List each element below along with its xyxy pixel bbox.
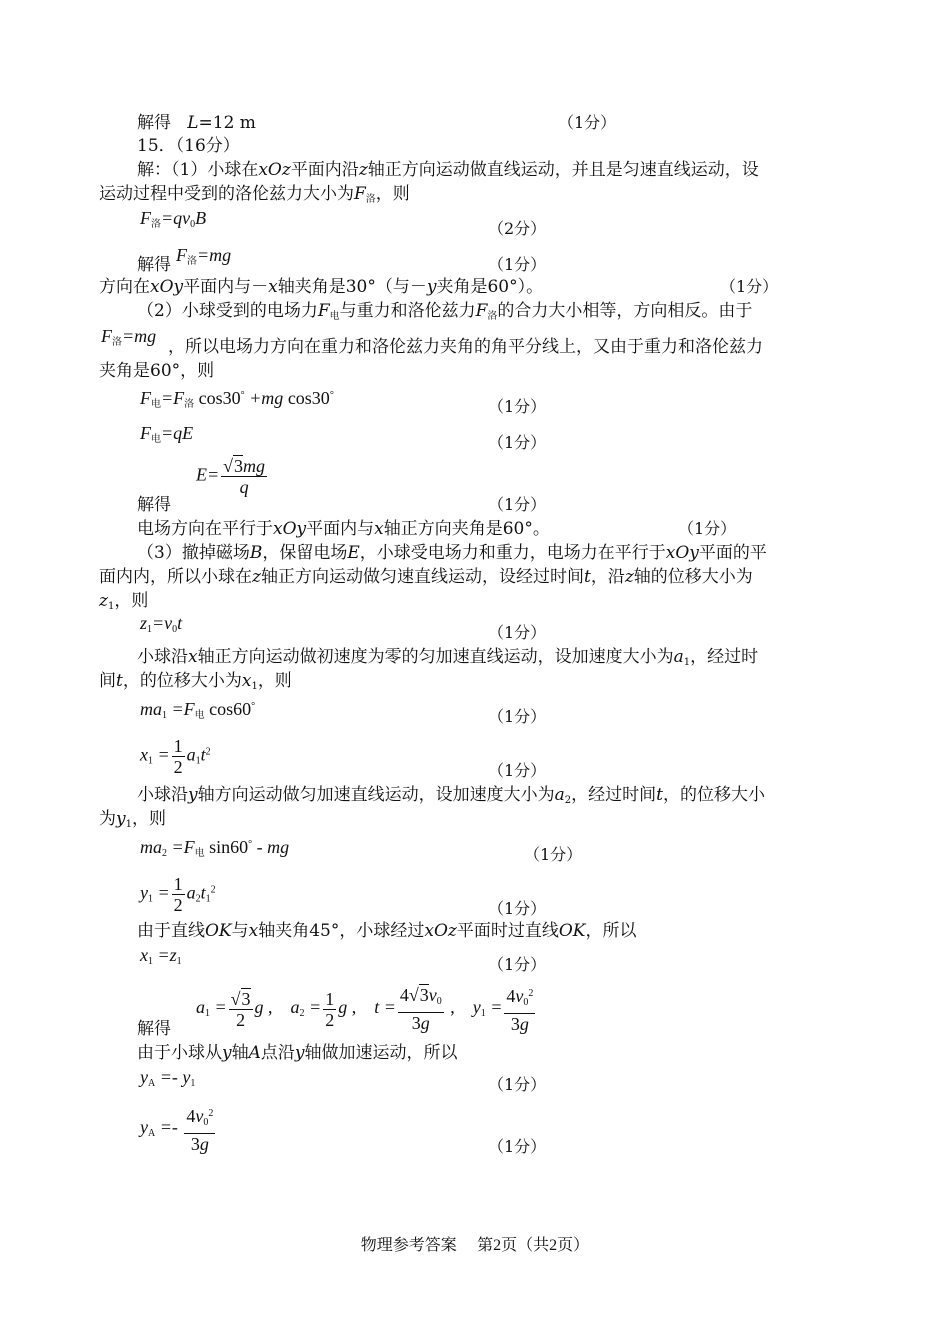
eq-lorentz-equals-mg-2: $F_洛=mg$ <box>101 326 157 348</box>
eq-y-displacement: $y_1$ = $\frac{1}{2}$ $a_2t_1^2$ <box>140 874 216 915</box>
x-motion-text: 小球沿x轴正方向运动做初速度为零的匀加速直线运动，设加速度大小为$a_1$，经过时 <box>137 647 759 668</box>
part3-z1: $z_1$，则 <box>99 591 149 612</box>
eq-yA-neg-y1: $y_A =- y_1$ <box>140 1067 196 1089</box>
part3-intro: （3）撤掉磁场B，保留电场E，小球受电场力和重力，电场力在平行于xOy平面的平 <box>137 543 767 563</box>
score-13: （1分） <box>488 899 547 918</box>
part2-reason: ，所以电场力方向在重力和洛伦兹力夹角的角平分线上，又由于重力和洛伦兹力 <box>168 337 763 357</box>
score-5: （1分） <box>488 397 547 416</box>
score-8: （1分） <box>678 519 737 538</box>
eq-final-results: $a_1$ = $\frac{√3}{2}$ g , $a_2$ = $\frac{1}{2}$ g , t = $\frac{4√3v_0}{3g}$ , $y_1$ = $\frac{4v_0^2}{3g}$ <box>196 985 534 1034</box>
score-7: （1分） <box>488 495 547 514</box>
part1-intro: 解：（1）小球在xOz平面内沿z轴正方向运动做直线运动，并且是匀速直线运动，设 <box>137 160 759 180</box>
solve-label-2: 解得 <box>137 495 171 515</box>
part3-intro-cont: 面内内，所以小球在z轴正方向运动做匀速直线运动，设经过时间t，沿z轴的位移大小为 <box>99 567 753 587</box>
eq-x-displacement: $x_1$ = $\frac{1}{2}$ $a_1t^2$ <box>140 736 211 777</box>
score-15: （1分） <box>488 1075 547 1094</box>
score-9: （1分） <box>488 623 547 642</box>
y-motion-text-cont: 为$y_1$，则 <box>99 809 166 830</box>
eq-z-displacement: $z_1=v_0t$ <box>140 613 183 635</box>
eq-electric-force-qE: $F_电=qE$ <box>140 423 194 445</box>
score-3: （1分） <box>488 255 547 274</box>
part1-intro-cont: 运动过程中受到的洛伦兹力大小为$F_洛$，则 <box>99 184 410 205</box>
score-1: （1分） <box>558 113 617 132</box>
score-6: （1分） <box>488 433 547 452</box>
solve-L-text: 解得 L=12 m <box>137 113 256 133</box>
score-12: （1分） <box>524 845 583 864</box>
line-OK-text: 由于直线OK与x轴夹角45°，小球经过xOz平面时过直线OK，所以 <box>137 921 637 941</box>
point-A-text: 由于小球从y轴A点沿y轴做加速运动，所以 <box>137 1043 458 1063</box>
eq-field-strength: E= $\frac{√3mg}{q}$ <box>196 456 266 497</box>
score-11: （1分） <box>488 761 547 780</box>
score-2: （2分） <box>488 219 547 238</box>
part2-intro: （2）小球受到的电场力$F_电$与重力和洛伦兹力$F_洛$的合力大小相等，方向相反。由于 <box>137 301 753 322</box>
eq-electric-force-balance: $F_电=F_洛$ cos30° +mg cos30° <box>140 388 334 410</box>
eq-lorentz-force: $F_洛=qv_0B$ <box>140 208 207 230</box>
score-10: （1分） <box>488 707 547 726</box>
field-direction-text: 电场方向在平行于xOy平面内与x轴正方向夹角是60°。 <box>137 519 550 539</box>
score-14: （1分） <box>488 955 547 974</box>
part2-angle: 夹角是60°，则 <box>99 361 215 381</box>
solve-label-1: 解得 <box>137 255 171 275</box>
question-15-header: 15．（16分） <box>137 136 240 156</box>
y-motion-text: 小球沿y轴方向运动做匀加速直线运动，设加速度大小为$a_2$，经过时间t，的位移大小 <box>137 785 765 806</box>
direction-text: 方向在xOy平面内与－x轴夹角是30°（与－y夹角是60°）。 <box>99 277 544 297</box>
eq-y-acceleration: $ma_2 =F_电$ sin60° - mg <box>140 837 290 859</box>
score-16: （1分） <box>488 1137 547 1156</box>
eq-yA-final: $y_A$ =- $\frac{4v_0^2}{3g}$ <box>140 1106 214 1154</box>
eq-x-equals-z: $x_1 =z_1$ <box>140 945 182 967</box>
eq-x-acceleration: $ma_1 =F_电$ cos60° <box>140 699 256 721</box>
x-motion-text-cont: 间t，的位移大小为$x_1$，则 <box>99 671 292 692</box>
score-4: （1分） <box>720 277 779 296</box>
page-footer: 物理参考答案 第2页（共2页） <box>360 1235 590 1254</box>
solve-label-3: 解得 <box>137 1019 171 1039</box>
eq-lorentz-equals-mg: $F_洛=mg$ <box>176 245 232 267</box>
